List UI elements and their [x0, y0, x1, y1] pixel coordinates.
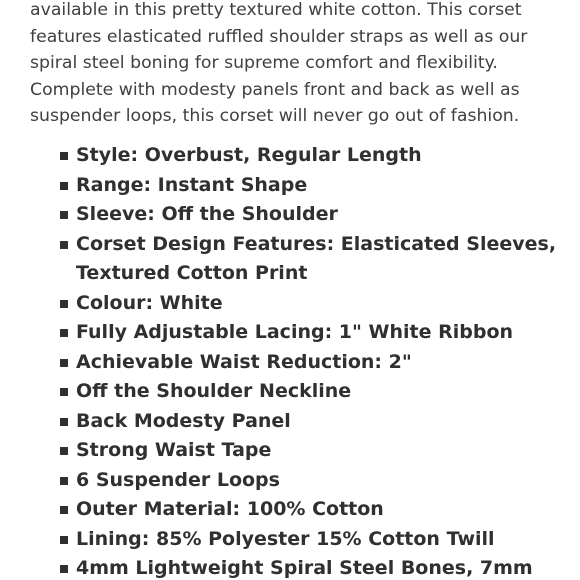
feature-text: Colour: White	[76, 291, 223, 314]
feature-item-lining	[76, 525, 566, 555]
square-bullet-icon	[60, 565, 68, 573]
feature-item-outer-material	[76, 495, 566, 525]
square-bullet-icon	[60, 211, 68, 219]
feature-item-colour	[76, 289, 566, 319]
feature-text: Outer Material: 100% Cotton	[76, 498, 384, 520]
feature-text: Off the Shoulder Neckline	[76, 380, 352, 402]
feature-text: Corset Design Features: Elasticated Sleeves, Textured Cotton Print	[76, 232, 557, 284]
feature-text: 6 Suspender Loops	[76, 468, 280, 491]
feature-item-bones	[76, 554, 566, 580]
feature-text: Sleeve: Off the Shoulder	[76, 203, 338, 225]
square-bullet-icon	[60, 329, 68, 337]
feature-item-style	[76, 141, 566, 171]
square-bullet-icon	[60, 447, 68, 455]
feature-text: Strong Waist Tape	[76, 439, 272, 461]
feature-item-lacing	[76, 318, 566, 348]
feature-text: Fully Adjustable Lacing: 1" White Ribbon	[76, 321, 514, 343]
feature-item-sleeve	[76, 200, 566, 230]
feature-text: Range: Instant Shape	[76, 173, 308, 196]
square-bullet-icon	[60, 300, 68, 308]
feature-item-neckline	[76, 377, 566, 407]
feature-item-waist-tape	[76, 436, 566, 466]
square-bullet-icon	[60, 477, 68, 485]
square-bullet-icon	[60, 536, 68, 544]
feature-item-suspender-loops	[76, 466, 566, 496]
feature-text: 4mm Lightweight Spiral Steel Bones, 7mm	[76, 557, 533, 579]
feature-item-waist-reduction	[76, 348, 566, 378]
product-description: available in this pretty textured white cotton. This corset features elasticated ruffled shoulder straps as well as our spiral steel boning for supreme comfort and flexibility. Complete with modesty panels front and back as well as suspender loops, this corset will never go out of fashion.	[30, 0, 528, 127]
square-bullet-icon	[60, 388, 68, 396]
feature-item-design-features	[76, 230, 566, 289]
square-bullet-icon	[60, 182, 68, 190]
square-bullet-icon	[60, 152, 68, 160]
feature-text: Lining: 85% Polyester 15% Cotton Twill	[76, 527, 495, 550]
feature-text: Back Modesty Panel	[76, 409, 291, 432]
square-bullet-icon	[60, 418, 68, 426]
feature-text: Achievable Waist Reduction: 2"	[76, 350, 412, 373]
feature-item-modesty-panel	[76, 407, 566, 437]
square-bullet-icon	[60, 506, 68, 514]
feature-text: Style: Overbust, Regular Length	[76, 144, 422, 166]
square-bullet-icon	[60, 241, 68, 249]
feature-item-range	[76, 171, 566, 201]
feature-list	[76, 141, 566, 580]
square-bullet-icon	[60, 359, 68, 367]
